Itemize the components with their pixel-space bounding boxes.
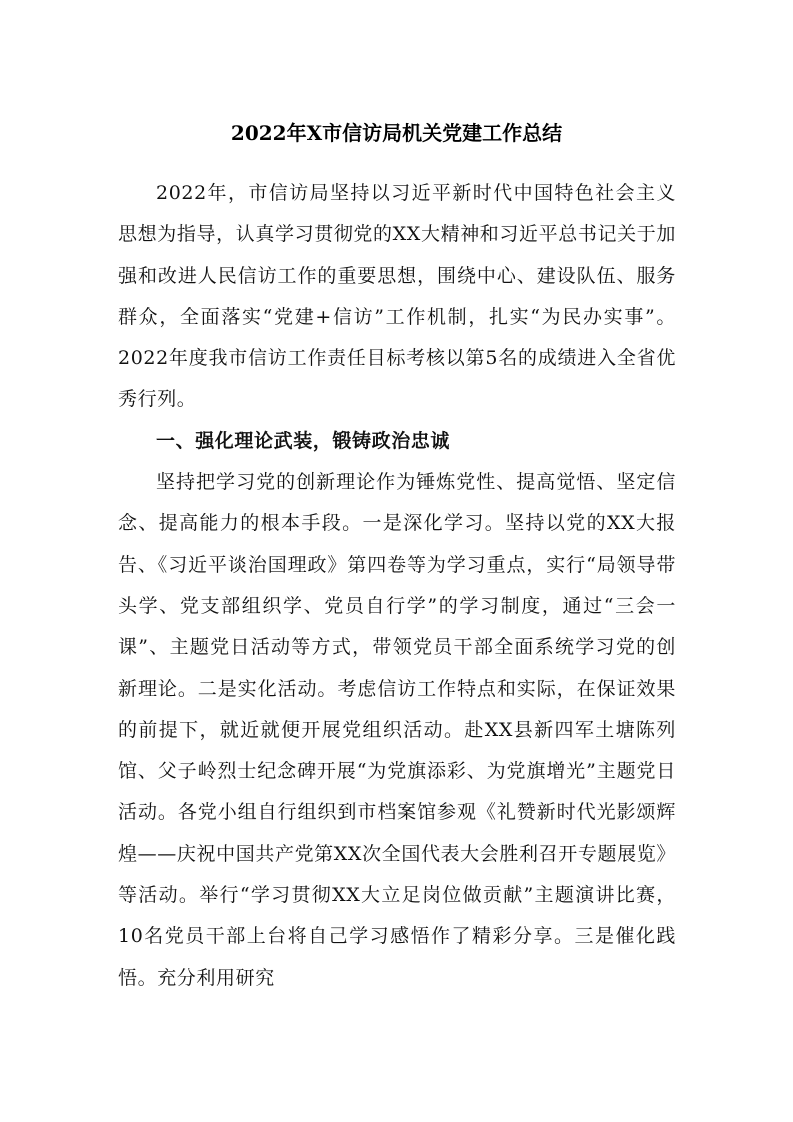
intro-paragraph: 2022年，市信访局坚持以习近平新时代中国特色社会主义思想为指导，认真学习贯彻党的XX大精神和习近平总书记关于加强和改进人民信访工作的重要思想，围绕中心、建设队伍、服务群众，全面落实“党建+信访”工作机制，扎实“为民办实事”。2022年度我市信访工作责任目标考核以第5名的成绩进入全省优秀行列。 (118, 182, 676, 411)
section-paragraph: 坚持把学习党的创新理论作为锤炼党性、提高觉悟、坚定信念、提高能力的根本手段。一是深化学习。坚持以党的XX大报告、《习近平谈治国理政》第四卷等为学习重点，实行“局领导带头学、党支部组织学、党员自行学”的学习制度，通过“三会一课”、主题党日活动等方式，带领党员干部全面系统学习党的创新理论。二是实化活动。考虑信访工作特点和实际，在保证效果的前提下，就近就便开展党组织活动。赴XX县新四军土塘陈列馆、父子岭烈士纪念碑开展“为党旗添彩、为党旗增光”主题党日活动。各党小组自行组织到市档案馆参观《礼赞新时代光影颂辉煌——庆祝中国共产党第XX次全国代表大会胜利召开专题展览》等活动。举行“学习贯彻XX大立足岗位做贡献”主题演讲比赛，10名党员干部上台将自己学习感悟作了精彩分享。三是催化践悟。充分利用研究 (118, 471, 676, 989)
document-title: 2022年X市信访局机关党建工作总结 (230, 121, 563, 145)
section-heading: 一、强化理论武装，锻铸政治忠诚 (156, 429, 451, 452)
document-body (118, 173, 676, 999)
